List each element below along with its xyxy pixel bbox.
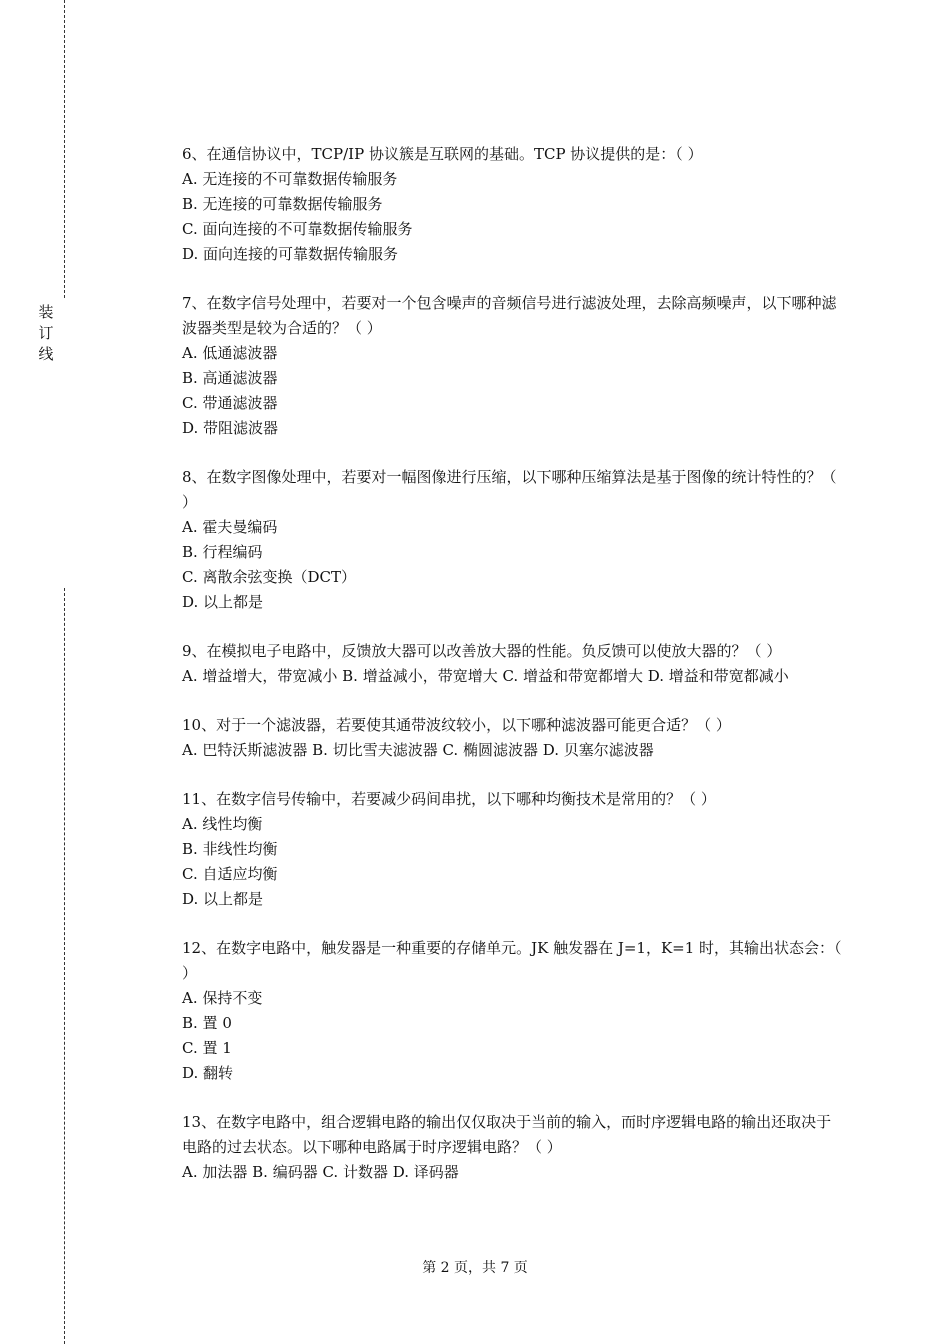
option-d: D. 翻转: [182, 1064, 234, 1082]
page-footer: 第 2 页，共 7 页: [422, 1260, 528, 1276]
option-d: D. 以上都是: [182, 890, 264, 908]
option-c: C. 离散余弦变换（DCT）: [182, 568, 356, 586]
option-b: B. 非线性均衡: [182, 840, 278, 858]
option-c: C. 自适应均衡: [182, 865, 278, 883]
question-9: [182, 639, 842, 689]
option-b: B. 置 0: [182, 1014, 232, 1032]
option-b: B. 无连接的可靠数据传输服务: [182, 195, 383, 213]
option-a: A. 无连接的不可靠数据传输服务: [182, 170, 398, 188]
options-inline: A. 加法器 B. 编码器 C. 计数器 D. 译码器: [182, 1163, 459, 1181]
binding-dashed-line-bottom: [64, 588, 65, 1344]
option-c: C. 面向连接的不可靠数据传输服务: [182, 220, 413, 238]
binding-label: 装订线: [38, 303, 54, 363]
options-inline: A. 增益增大，带宽减小 B. 增益减小，带宽增大 C. 增益和带宽都增大 D. 增益和带宽都减小: [182, 667, 789, 685]
question-text: 11、在数字信号传输中，若要减少码间串扰，以下哪种均衡技术是常用的？（ ）: [182, 790, 716, 808]
option-d: D. 带阻滤波器: [182, 419, 279, 437]
question-list: [182, 142, 842, 1209]
question-7: [182, 291, 842, 441]
question-13: [182, 1110, 842, 1185]
question-10: [182, 713, 842, 763]
question-text: 8、在数字图像处理中，若要对一幅图像进行压缩，以下哪种压缩算法是基于图像的统计特性的？（ ）: [182, 468, 837, 511]
option-a: A. 低通滤波器: [182, 344, 278, 362]
option-a: A. 线性均衡: [182, 815, 263, 833]
option-c: C. 置 1: [182, 1039, 232, 1057]
option-b: B. 行程编码: [182, 543, 263, 561]
question-text: 10、对于一个滤波器，若要使其通带波纹较小，以下哪种滤波器可能更合适？（ ）: [182, 716, 731, 734]
question-text: 13、在数字电路中，组合逻辑电路的输出仅仅取决于当前的输入，而时序逻辑电路的输出还取决于电路的过去状态。以下哪种电路属于时序逻辑电路？（ ）: [182, 1113, 832, 1156]
question-text: 6、在通信协议中，TCP/IP 协议簇是互联网的基础。TCP 协议提供的是：（ ）: [182, 145, 703, 163]
option-a: A. 保持不变: [182, 989, 263, 1007]
question-11: [182, 787, 842, 912]
options-inline: A. 巴特沃斯滤波器 B. 切比雪夫滤波器 C. 椭圆滤波器 D. 贝塞尔滤波器: [182, 741, 654, 759]
question-text: 12、在数字电路中，触发器是一种重要的存储单元。JK 触发器在 J=1，K=1 时，其输出状态会：（ ）: [182, 939, 842, 982]
question-text: 7、在数字信号处理中，若要对一个包含噪声的音频信号进行滤波处理，去除高频噪声，以下哪种滤波器类型是较为合适的？（ ）: [182, 294, 837, 337]
question-8: [182, 465, 842, 615]
option-d: D. 以上都是: [182, 593, 264, 611]
option-b: B. 高通滤波器: [182, 369, 278, 387]
option-d: D. 面向连接的可靠数据传输服务: [182, 245, 399, 263]
question-6: [182, 142, 842, 267]
question-12: [182, 936, 842, 1086]
binding-dashed-line-top: [64, 0, 65, 298]
option-c: C. 带通滤波器: [182, 394, 278, 412]
question-text: 9、在模拟电子电路中，反馈放大器可以改善放大器的性能。负反馈可以使放大器的？（ ）: [182, 642, 782, 660]
option-a: A. 霍夫曼编码: [182, 518, 278, 536]
